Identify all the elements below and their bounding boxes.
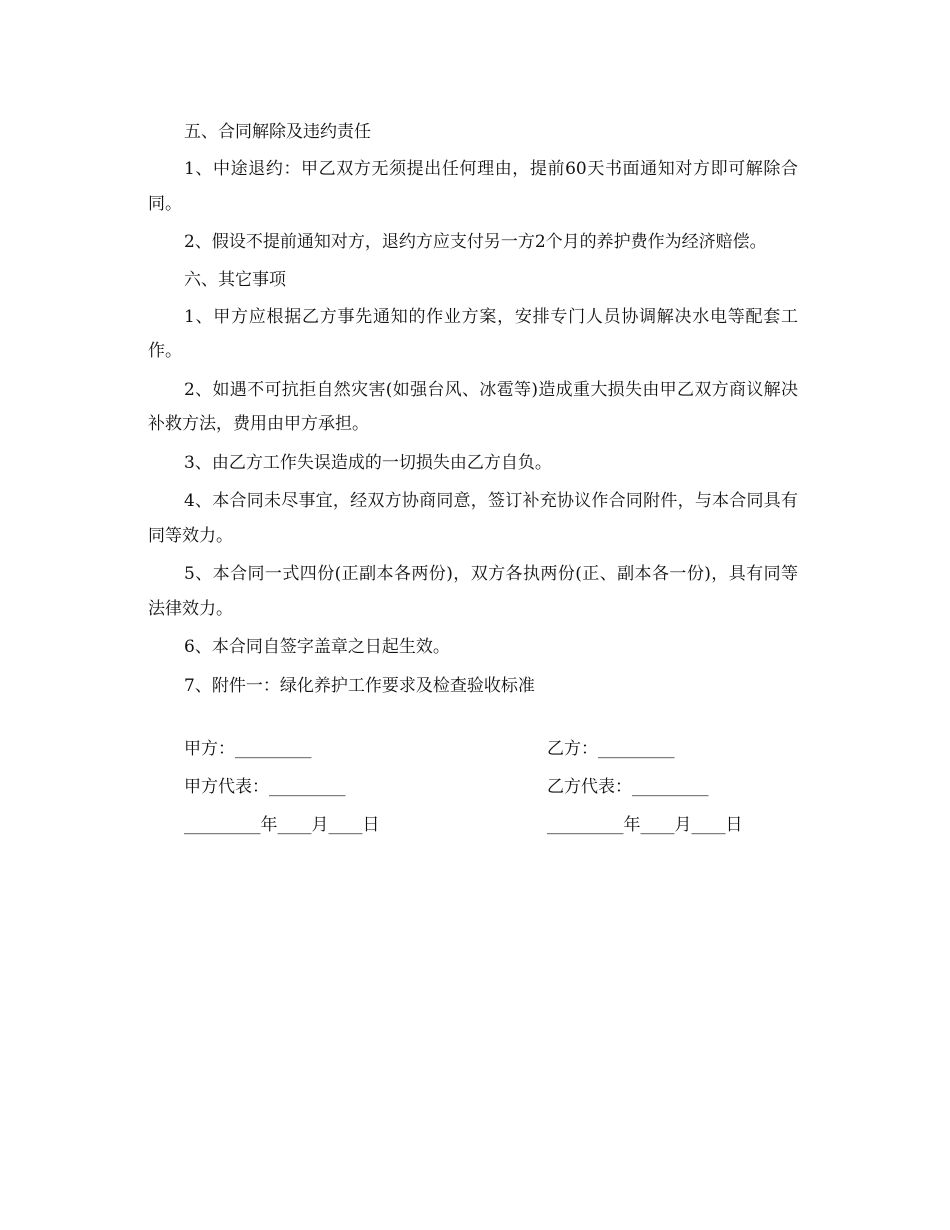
clause-utilities-coordination: 1、甲方应根据乙方事先通知的作业方案，安排专门人员协调解决水电等配套工作。 — [148, 306, 798, 361]
clause-attachment: 7、附件一：绿化养护工作要求及检查验收标准 — [184, 675, 535, 696]
party-a-rep-field: 甲方代表：_________ — [184, 777, 346, 797]
signature-row-parties — [184, 730, 804, 768]
contract-body — [148, 114, 798, 705]
signature-row-representatives — [184, 768, 804, 806]
signature-row-dates — [184, 806, 804, 844]
clause-effective-date: 6、本合同自签字盖章之日起生效。 — [184, 637, 450, 657]
clause-no-notice-compensation: 2、假设不提前通知对方，退约方应支付另一方2个月的养护费作为经济赔偿。 — [184, 232, 767, 252]
clause-early-termination: 1、中途退约：甲乙双方无须提出任何理由，提前60天书面通知对方即可解除合同。 — [148, 159, 798, 214]
clause-natural-disaster: 2、如遇不可抗拒自然灾害(如强台风、冰雹等)造成重大损失由甲乙双方商议解决补救方法，费用由甲方承担。 — [148, 379, 798, 434]
party-b-rep-field: 乙方代表：_________ — [547, 777, 709, 797]
party-b-field: 乙方：_________ — [547, 739, 675, 759]
clause-supplementary-agreement: 4、本合同未尽事宜，经双方协商同意，签订补充协议作合同附件，与本合同具有同等效力。 — [148, 491, 798, 546]
signature-block — [184, 730, 804, 844]
clause-party-b-fault: 3、由乙方工作失误造成的一切损失由乙方自负。 — [184, 452, 552, 473]
section-heading-termination: 五、合同解除及违约责任 — [184, 122, 371, 142]
date-a-field: _________年____月____日 — [184, 815, 380, 835]
clause-copies: 5、本合同一式四份(正副本各两份)，双方各执两份(正、副本各一份)，具有同等法律效力。 — [148, 564, 798, 619]
date-b-field: _________年____月____日 — [547, 815, 743, 835]
party-a-field: 甲方：_________ — [184, 739, 312, 759]
section-heading-other-matters: 六、其它事项 — [184, 269, 286, 290]
